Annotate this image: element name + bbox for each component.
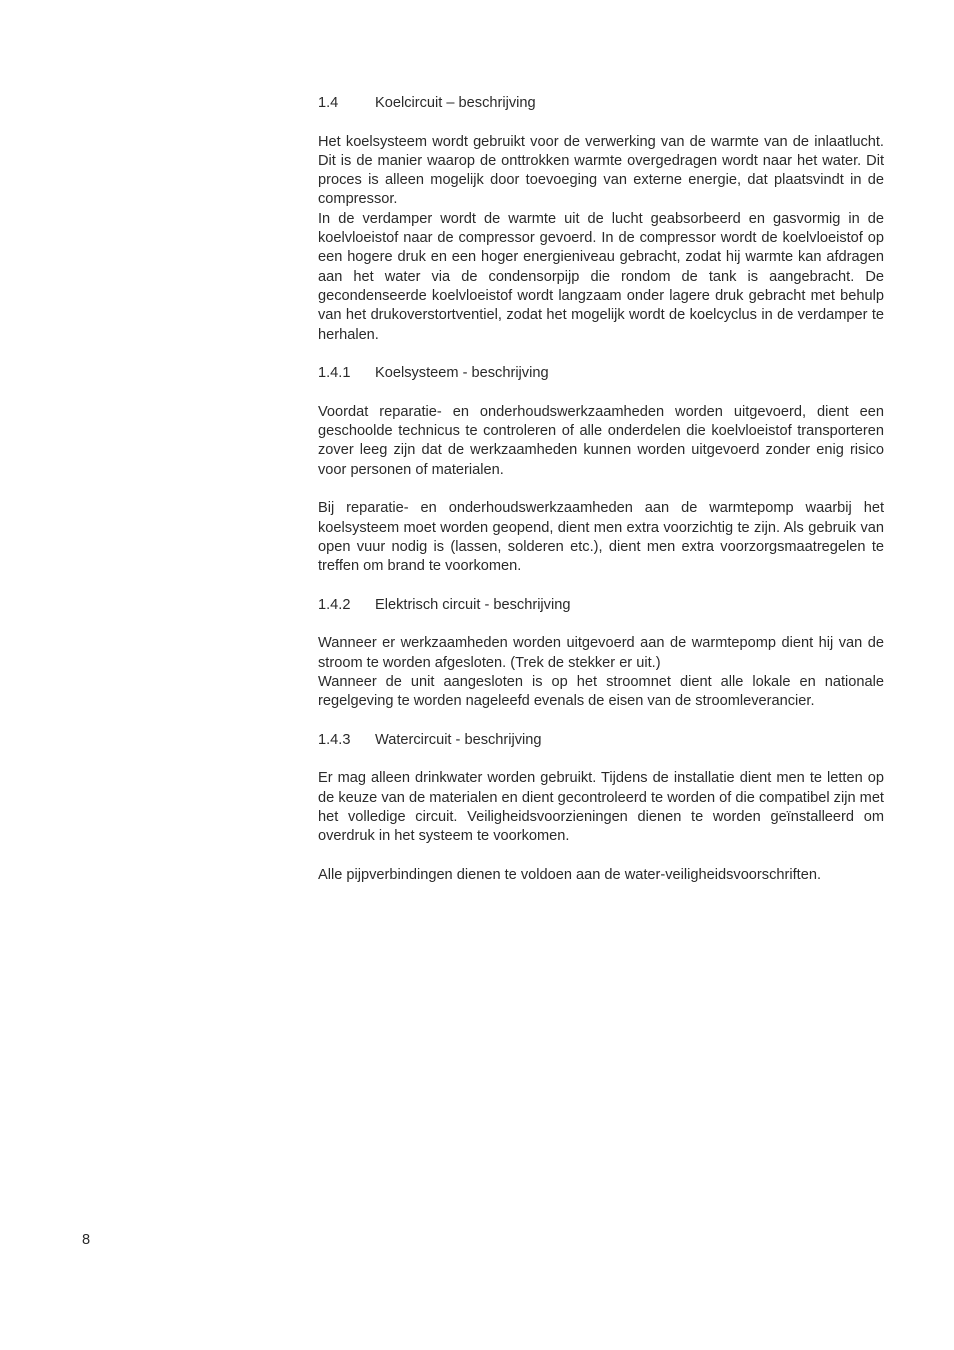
section-heading-1-4-3 — [318, 731, 884, 750]
section-number: 1.4.1 — [318, 365, 351, 382]
page-number: 8 — [82, 1232, 91, 1248]
paragraph: Wanneer de unit aangesloten is op het stroomnet dient alle lokale en nationale regelgeving te worden nageleefd evenals de eisen van de stroomleverancier. — [318, 673, 884, 710]
paragraph: In de verdamper wordt de warmte uit de lucht geabsorbeerd en gasvormig in de koelvloeistof naar de compressor gevoerd. In de compressor wordt de koelvloeistof op een hogere druk en een hoger energieniveau gebracht, zodat hij warmte kan afdragen aan het water via de condensorpijp die rondom de tank is aangebracht. De gecondenseerde koelvloeistof wordt langzaam onder lagere druk gebracht met behulp van het drukoverstortventiel, zodat het mogelijk wordt de koelcyclus in de verdamper te herhalen. — [318, 210, 884, 343]
section-title: Koelsysteem - beschrijving — [375, 365, 549, 382]
section-number: 1.4.2 — [318, 596, 351, 613]
section-heading-1-4-1 — [318, 364, 884, 383]
document-body — [318, 94, 884, 885]
section-title: Elektrisch circuit - beschrijving — [375, 596, 571, 613]
section-heading-1-4-2 — [318, 596, 884, 615]
paragraph: Bij reparatie- en onderhoudswerkzaamheden aan de warmtepomp waarbij het koelsysteem moet worden geopend, dient men extra voorzichtig te zijn. Als gebruik van open vuur nodig is (lassen, solderen etc.), dient men extra voorzorgsmaatregelen te treffen om brand te voorkomen. — [318, 500, 884, 575]
paragraph: Er mag alleen drinkwater worden gebruikt. Tijdens de installatie dient men te letten op de keuze van de materialen en dient gecontroleerd te worden of die compatibel zijn met het volledige circuit. Veiligheidsvoorzieningen dienen te worden geïnstalleerd om overdruk in het systeem te voorkomen. — [318, 770, 884, 845]
section-number: 1.4 — [318, 95, 339, 111]
section-title: Watercircuit - beschrijving — [375, 731, 542, 748]
section-number: 1.4.3 — [318, 731, 351, 748]
section-title: Koelcircuit – beschrijving — [375, 95, 536, 111]
paragraph: Alle pijpverbindingen dienen te voldoen aan de water-veiligheidsvoorschriften. — [318, 866, 821, 883]
paragraph: Het koelsysteem wordt gebruikt voor de verwerking van de warmte van de inlaatlucht. Dit is de manier waarop de onttrokken warmte overgedragen wordt naar het water. Dit proces is alleen mogelijk door toevoeging van externe energie, dat plaatsvindt in de compressor. — [318, 133, 884, 208]
paragraph: Wanneer er werkzaamheden worden uitgevoerd aan de warmtepomp dient hij van de stroom te worden afgesloten. (Trek de stekker er uit.) — [318, 635, 884, 671]
section-heading-1-4 — [318, 94, 884, 113]
paragraph: Voordat reparatie- en onderhoudswerkzaamheden worden uitgevoerd, dient een geschoolde technicus te controleren of alle onderdelen die koelvloeistof transporteren zover leeg zijn dat de werkzaamheden kunnen worden uitgevoerd zonder enig risico voor personen of materialen. — [318, 403, 884, 478]
